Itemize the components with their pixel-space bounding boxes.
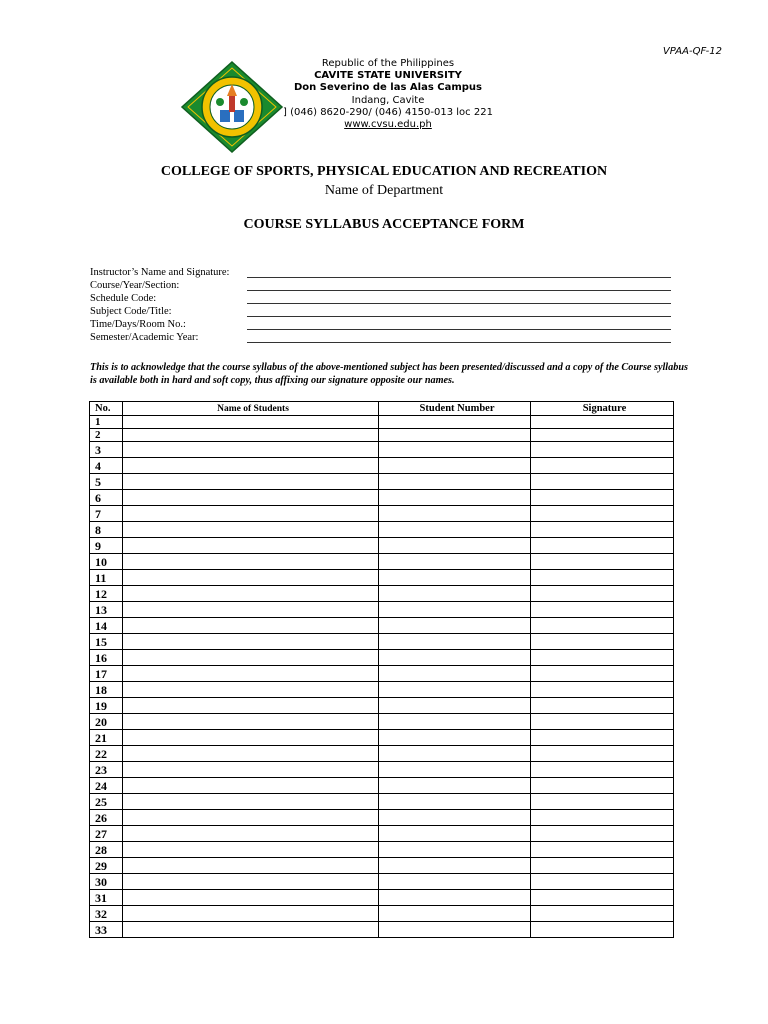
signature-cell[interactable] [531,554,674,570]
row-number: 30 [90,874,123,890]
table-row [90,890,674,906]
table-row [90,714,674,730]
table-row [90,874,674,890]
student-number-cell[interactable] [379,416,531,429]
header-signature: Signature [531,402,674,416]
signature-cell[interactable] [531,922,674,938]
acknowledgement-text: This is to acknowledge that the course syllabus of the above-mentioned subject has been presented/discussed and a copy of the Course syllabus is available both in hard and soft copy, thus affixing our signature opposite our names. [90,362,688,386]
student-number-cell[interactable] [379,429,531,442]
semester-year-field[interactable] [90,332,690,345]
signature-cell[interactable] [531,666,674,682]
student-number-cell[interactable] [379,682,531,698]
table-row [90,746,674,762]
row-number: 31 [90,890,123,906]
signature-cell[interactable] [531,906,674,922]
field-label: Schedule Code: [90,293,157,304]
table-row [90,698,674,714]
table-row [90,922,674,938]
table-row [90,602,674,618]
row-number: 6 [90,490,123,506]
signature-cell[interactable] [531,682,674,698]
table-row [90,650,674,666]
row-number: 29 [90,858,123,874]
table-row [90,474,674,490]
row-number: 15 [90,634,123,650]
student-number-cell[interactable] [379,554,531,570]
student-name-cell[interactable] [123,890,379,906]
form-code: VPAA-QF-12 [662,46,722,57]
table-header-row [90,402,674,416]
table-row [90,442,674,458]
student-number-cell[interactable] [379,714,531,730]
signature-cell[interactable] [531,826,674,842]
table-row [90,778,674,794]
header-student-number: Student Number [379,402,531,416]
signature-cell[interactable] [531,442,674,458]
schedule-code-field[interactable] [90,293,690,306]
signature-cell[interactable] [531,794,674,810]
row-number: 19 [90,698,123,714]
row-number: 11 [90,570,123,586]
student-name-cell[interactable] [123,842,379,858]
signature-cell[interactable] [531,730,674,746]
table-row [90,522,674,538]
student-name-cell[interactable] [123,906,379,922]
row-number: 25 [90,794,123,810]
student-number-cell[interactable] [379,570,531,586]
course-info-fields [90,267,690,345]
row-number: 28 [90,842,123,858]
signature-cell[interactable] [531,602,674,618]
signature-cell[interactable] [531,538,674,554]
student-name-cell[interactable] [123,570,379,586]
student-name-cell[interactable] [123,474,379,490]
student-number-cell[interactable] [379,506,531,522]
student-name-cell[interactable] [123,810,379,826]
row-number: 7 [90,506,123,522]
field-line[interactable] [247,290,671,291]
instructor-field[interactable] [90,267,690,280]
signature-cell[interactable] [531,698,674,714]
field-line[interactable] [247,303,671,304]
student-name-cell[interactable] [123,746,379,762]
student-name-cell[interactable] [123,682,379,698]
row-number: 9 [90,538,123,554]
student-number-cell[interactable] [379,602,531,618]
student-number-cell[interactable] [379,810,531,826]
student-number-cell[interactable] [379,666,531,682]
student-number-cell[interactable] [379,842,531,858]
student-name-cell[interactable] [123,586,379,602]
row-number: 12 [90,586,123,602]
campus-location: Indang, Cavite [351,94,425,106]
time-days-room-field[interactable] [90,319,690,332]
student-number-cell[interactable] [379,762,531,778]
department-name: Name of Department [324,183,444,198]
table-row [90,794,674,810]
field-label: Course/Year/Section: [90,280,180,291]
table-row [90,429,674,442]
student-number-cell[interactable] [379,826,531,842]
row-number: 16 [90,650,123,666]
row-number: 20 [90,714,123,730]
student-number-cell[interactable] [379,634,531,650]
student-name-cell[interactable] [123,714,379,730]
table-row [90,490,674,506]
signature-cell[interactable] [531,842,674,858]
student-name-cell[interactable] [123,554,379,570]
student-number-cell[interactable] [379,650,531,666]
student-signature-table [89,401,674,938]
student-name-cell[interactable] [123,650,379,666]
student-number-cell[interactable] [379,522,531,538]
signature-cell[interactable] [531,858,674,874]
student-number-cell[interactable] [379,906,531,922]
student-name-cell[interactable] [123,538,379,554]
signature-cell[interactable] [531,522,674,538]
signature-cell[interactable] [531,506,674,522]
row-number: 17 [90,666,123,682]
student-name-cell[interactable] [123,506,379,522]
row-number: 3 [90,442,123,458]
signature-cell[interactable] [531,810,674,826]
student-number-cell[interactable] [379,618,531,634]
row-number: 8 [90,522,123,538]
table-row [90,666,674,682]
signature-cell[interactable] [531,490,674,506]
table-row [90,506,674,522]
table-row [90,458,674,474]
student-name-cell[interactable] [123,666,379,682]
phone-line: ] (046) 8620-290/ (046) 4150-013 loc 221 [283,106,493,118]
signature-cell[interactable] [531,618,674,634]
student-number-cell[interactable] [379,490,531,506]
table-row [90,858,674,874]
signature-cell[interactable] [531,890,674,906]
student-number-cell[interactable] [379,442,531,458]
student-number-cell[interactable] [379,586,531,602]
student-name-cell[interactable] [123,490,379,506]
student-number-cell[interactable] [379,474,531,490]
student-number-cell[interactable] [379,778,531,794]
signature-cell[interactable] [531,778,674,794]
republic-line: Republic of the Philippines [321,58,455,69]
college-name: COLLEGE OF SPORTS, PHYSICAL EDUCATION AND RECREATION [160,164,608,179]
student-number-cell[interactable] [379,538,531,554]
table-row [90,762,674,778]
table-row [90,586,674,602]
student-number-cell[interactable] [379,890,531,906]
row-number: 23 [90,762,123,778]
table-row [90,618,674,634]
signature-cell[interactable] [531,586,674,602]
row-number: 22 [90,746,123,762]
table-row [90,842,674,858]
student-name-cell[interactable] [123,429,379,442]
row-number: 18 [90,682,123,698]
student-name-cell[interactable] [123,778,379,794]
signature-cell[interactable] [531,634,674,650]
signature-cell[interactable] [531,570,674,586]
signature-cell[interactable] [531,762,674,778]
signature-cell[interactable] [531,746,674,762]
student-name-cell[interactable] [123,826,379,842]
subject-code-field[interactable] [90,306,690,319]
student-name-cell[interactable] [123,602,379,618]
row-number: 2 [90,429,123,442]
student-name-cell[interactable] [123,922,379,938]
table-row [90,826,674,842]
table-row [90,810,674,826]
field-label: Time/Days/Room No.: [90,319,186,330]
row-number: 13 [90,602,123,618]
student-name-cell[interactable] [123,858,379,874]
student-number-cell[interactable] [379,794,531,810]
student-name-cell[interactable] [123,522,379,538]
signature-cell[interactable] [531,458,674,474]
form-title: COURSE SYLLABUS ACCEPTANCE FORM [243,217,525,232]
row-number: 27 [90,826,123,842]
field-line[interactable] [247,342,671,343]
row-number: 26 [90,810,123,826]
university-header [270,58,506,131]
student-name-cell[interactable] [123,874,379,890]
student-name-cell[interactable] [123,698,379,714]
row-number: 4 [90,458,123,474]
field-label: Semester/Academic Year: [90,332,199,343]
row-number: 14 [90,618,123,634]
table-row [90,570,674,586]
table-row [90,730,674,746]
student-name-cell[interactable] [123,618,379,634]
student-name-cell[interactable] [123,762,379,778]
signature-cell[interactable] [531,874,674,890]
field-label: Instructor’s Name and Signature: [90,267,230,278]
row-number: 21 [90,730,123,746]
table-row [90,906,674,922]
signature-cell[interactable] [531,416,674,429]
signature-cell[interactable] [531,650,674,666]
table-row [90,554,674,570]
student-name-cell[interactable] [123,458,379,474]
student-name-cell[interactable] [123,634,379,650]
student-name-cell[interactable] [123,730,379,746]
table-row [90,634,674,650]
field-label: Subject Code/Title: [90,306,172,317]
field-line[interactable] [247,277,671,278]
campus-name: Don Severino de las Alas Campus [293,82,482,94]
row-number: 10 [90,554,123,570]
table-row [90,416,674,429]
student-number-cell[interactable] [379,874,531,890]
row-number: 24 [90,778,123,794]
student-name-cell[interactable] [123,442,379,458]
table-row [90,682,674,698]
table-row [90,538,674,554]
table-body [90,416,674,938]
student-number-cell[interactable] [379,858,531,874]
university-seal-logo [180,60,284,154]
row-number: 5 [90,474,123,490]
website-link[interactable]: www.cvsu.edu.ph [344,119,432,131]
row-number: 32 [90,906,123,922]
signature-cell[interactable] [531,714,674,730]
header-no: No. [90,402,123,416]
university-name: CAVITE STATE UNIVERSITY [314,70,462,82]
course-year-section-field[interactable] [90,280,690,293]
student-name-cell[interactable] [123,794,379,810]
student-number-cell[interactable] [379,922,531,938]
student-number-cell[interactable] [379,746,531,762]
header-student-name: Name of Students [123,402,379,416]
signature-cell[interactable] [531,474,674,490]
student-number-cell[interactable] [379,730,531,746]
signature-cell[interactable] [531,429,674,442]
student-name-cell[interactable] [123,416,379,429]
student-number-cell[interactable] [379,698,531,714]
field-line[interactable] [247,329,671,330]
student-number-cell[interactable] [379,458,531,474]
row-number: 1 [90,416,123,429]
field-line[interactable] [247,316,671,317]
row-number: 33 [90,922,123,938]
